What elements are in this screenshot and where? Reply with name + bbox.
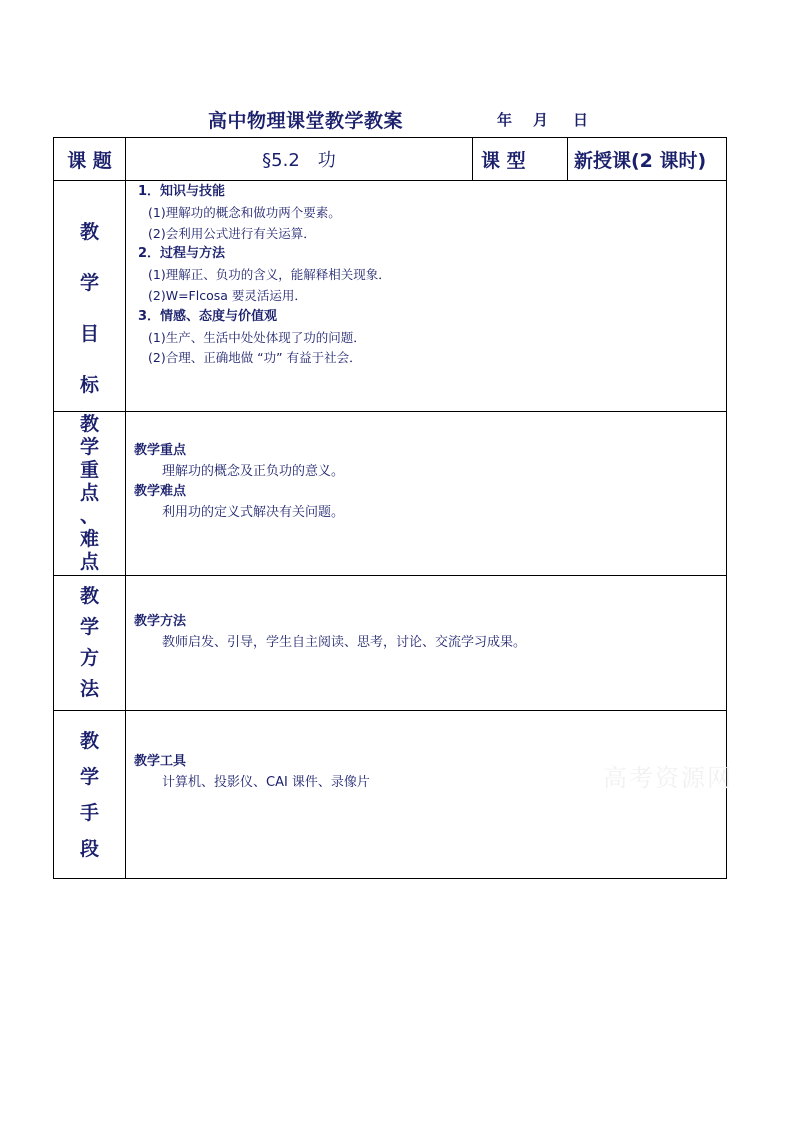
label-char: 教 (79, 413, 99, 435)
label-char: 点 (79, 482, 99, 504)
topic-value: §5.2 功 (126, 138, 473, 181)
keypoints-row (54, 412, 727, 576)
date-month-label: 月 (533, 111, 549, 129)
label-char: 难 (79, 528, 99, 550)
label-char: 标 (79, 374, 99, 396)
objective-item: (2)会利用公式进行有关运算． (148, 225, 316, 241)
objective-item: (1)理解正、负功的含义，能解释相关现象． (148, 267, 391, 283)
label-char: 教 (79, 221, 99, 243)
label-char: 教 (79, 729, 99, 752)
label-char: 手 (79, 801, 99, 824)
label-char: 教 (79, 585, 99, 607)
label-char: 重 (79, 459, 99, 481)
tools-label (54, 711, 126, 879)
label-char: 目 (79, 323, 99, 345)
objective-item: (2)合理、正确地做 “功” 有益于社会． (148, 350, 362, 366)
lesson-type-value: 新授课(2 课时) (568, 138, 727, 181)
key-points-text: 理解功的概念及正负功的意义。 (162, 463, 345, 479)
objectives-row (54, 181, 727, 412)
page-header (0, 106, 794, 132)
methods-content (126, 576, 727, 711)
objective-section-title: 1．知识与技能 (138, 184, 226, 199)
topic-row (54, 138, 727, 181)
objective-item: (1)理解功的概念和做功两个要素。 (148, 204, 341, 220)
objectives-content (126, 181, 727, 412)
label-char: 段 (79, 837, 99, 860)
date-day-label: 日 (573, 111, 589, 129)
date-year-label: 年 (497, 111, 513, 129)
label-char: 点 (79, 551, 99, 573)
methods-row (54, 576, 727, 711)
label-char: 、 (79, 505, 99, 527)
topic-label: 课 题 (54, 138, 126, 181)
label-char: 学 (79, 272, 99, 294)
key-points-title: 教学重点 (134, 443, 187, 458)
label-char: 学 (79, 765, 99, 788)
objective-item: (2)W=Flcosa 要灵活运用． (148, 287, 307, 303)
label-char: 学 (79, 616, 99, 638)
objective-item: (1)生产、生活中处处体现了功的问题． (148, 329, 366, 345)
methods-title: 教学方法 (134, 614, 187, 629)
objective-section-title: 2．过程与方法 (138, 246, 226, 262)
tools-title: 教学工具 (134, 754, 187, 769)
label-char: 学 (79, 436, 99, 458)
watermark: 高考资源网 (603, 764, 733, 792)
keypoints-content (126, 412, 727, 576)
difficult-points-title: 教学难点 (134, 484, 187, 499)
tools-content (126, 711, 727, 879)
document-title: 高中物理课堂教学教案 (208, 110, 404, 132)
label-char: 方 (79, 647, 99, 669)
objectives-label (54, 181, 126, 412)
keypoints-label (54, 412, 126, 576)
objective-section-title: 3．情感、态度与价值观 (138, 308, 278, 324)
difficult-points-text: 利用功的定义式解决有关问题。 (162, 504, 345, 520)
tools-text: 计算机、投影仪、CAI 课件、录像片 (162, 774, 370, 790)
label-char: 法 (79, 678, 99, 700)
tools-row (54, 711, 727, 879)
methods-text: 教师启发、引导，学生自主阅读、思考，讨论、交流学习成果。 (162, 634, 527, 650)
methods-label (54, 576, 126, 711)
lesson-type-label: 课 型 (473, 138, 568, 181)
